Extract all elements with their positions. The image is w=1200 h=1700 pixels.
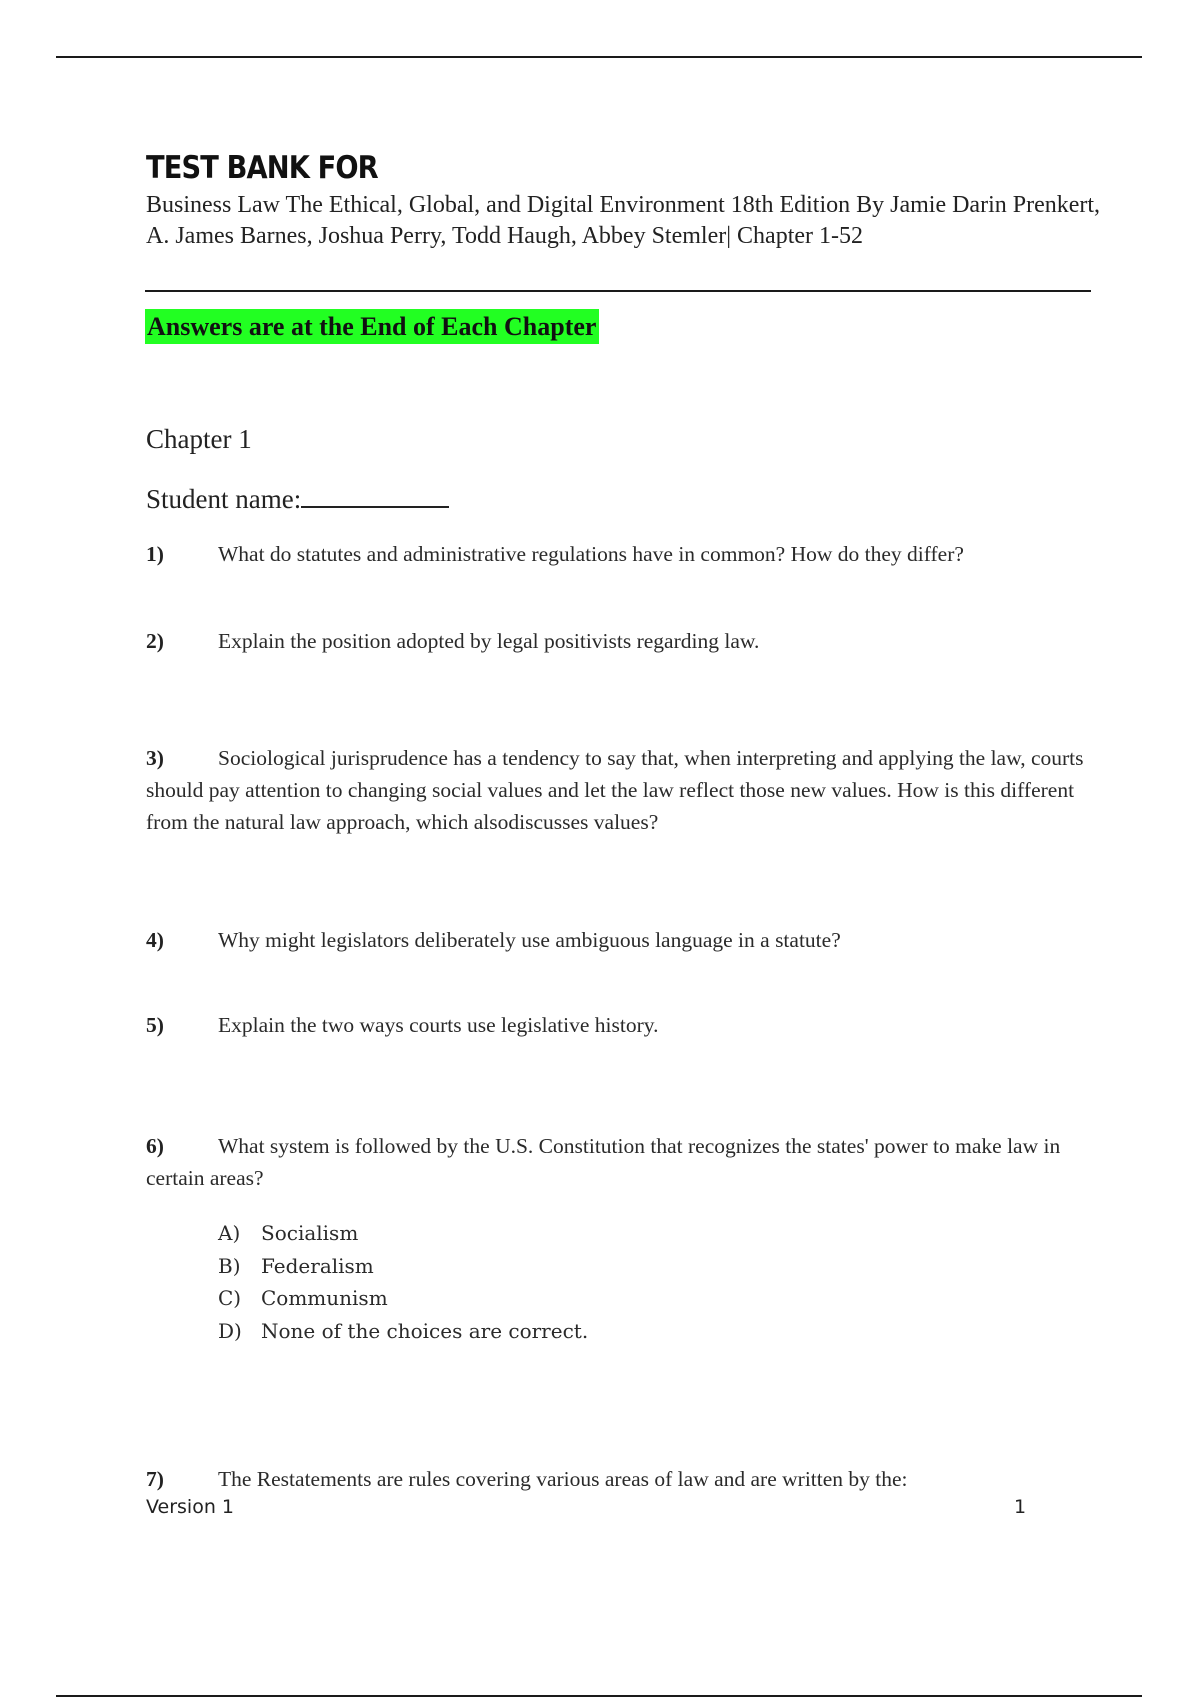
- question-text: Explain the two ways courts use legislative history.: [218, 1013, 659, 1037]
- question-text: Explain the position adopted by legal positivists regarding law.: [218, 629, 760, 653]
- header-divider: [145, 290, 1091, 292]
- choice-text: None of the choices are correct.: [261, 1318, 589, 1343]
- chapter-title: Chapter 1: [146, 424, 252, 454]
- question-number: 6): [146, 1134, 164, 1158]
- document-subtitle: Business Law The Ethical, Global, and Digital Environment 18th Edition By Jamie Darin Prenkert, A. James Barnes, Joshua Perry, Todd Haugh, Abbey Stemler| Chapter 1-52: [146, 192, 1101, 249]
- choice-letter: C): [218, 1286, 242, 1310]
- student-name-field: [146, 482, 449, 515]
- top-rule: [56, 56, 1142, 58]
- question-2: [146, 625, 1086, 657]
- question-5: [146, 1009, 1086, 1041]
- question-text: Why might legislators deliberately use ambiguous language in a statute?: [218, 928, 841, 952]
- question-number: 4): [146, 928, 164, 952]
- footer-version: Version 1: [146, 1496, 234, 1518]
- document-heading: TEST BANK FOR: [146, 150, 378, 186]
- question-6: [146, 1130, 1086, 1194]
- question-number: 7): [146, 1467, 164, 1491]
- choice-letter: B): [218, 1253, 241, 1278]
- question-number: 5): [146, 1013, 164, 1037]
- question-text: What do statutes and administrative regulations have in common? How do they differ?: [218, 542, 964, 566]
- choice-d: [218, 1315, 588, 1348]
- student-name-blank: [301, 482, 449, 508]
- question-number: 3): [146, 746, 164, 770]
- question-text: Sociological jurisprudence has a tendency to say that, when interpreting and applying the law, courts should pay attention to changing social values and let the law reflect those new values. How is this different from the natural law approach, which alsodiscusses values?: [146, 746, 1084, 834]
- question-1: [146, 538, 1086, 570]
- question-number: 2): [146, 629, 164, 653]
- choice-text: Socialism: [261, 1221, 359, 1245]
- student-name-label: Student name:: [146, 484, 302, 514]
- question-4: [146, 924, 1086, 956]
- question-text: What system is followed by the U.S. Constitution that recognizes the states' power to make law in certain areas?: [146, 1134, 1061, 1190]
- choice-c: [218, 1282, 588, 1315]
- question-3: [146, 742, 1086, 838]
- choice-text: Communism: [261, 1286, 388, 1310]
- choice-letter: D): [218, 1318, 242, 1343]
- choice-text: Federalism: [261, 1253, 374, 1278]
- question-7: [146, 1463, 1086, 1495]
- answers-note-highlight: Answers are at the End of Each Chapter: [145, 309, 599, 344]
- choice-a: [218, 1217, 588, 1250]
- question-text: The Restatements are rules covering various areas of law and are written by the:: [218, 1467, 908, 1491]
- footer-page-number: 1: [1014, 1496, 1027, 1518]
- question-6-choices: [218, 1217, 588, 1347]
- question-number: 1): [146, 542, 164, 566]
- choice-b: [218, 1250, 588, 1283]
- choice-letter: A): [218, 1221, 241, 1245]
- bottom-rule: [56, 1695, 1142, 1697]
